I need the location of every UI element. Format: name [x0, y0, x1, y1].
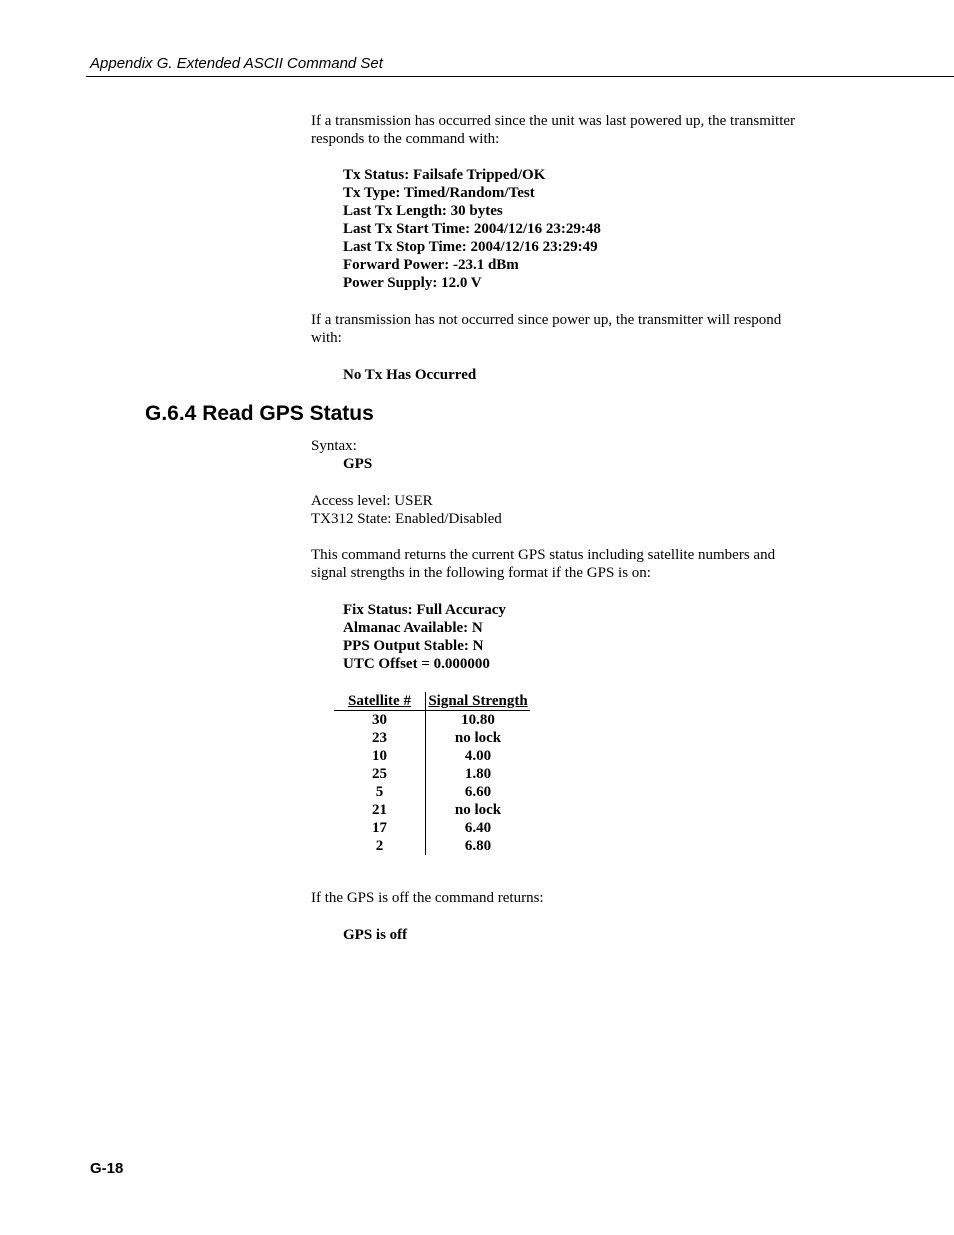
- gps-description: This command returns the current GPS status including satellite numbers and signal strengths in the following format if the GPS is on:: [311, 547, 776, 581]
- satellite-cell: 2: [334, 837, 426, 855]
- tx-state: TX312 State: Enabled/Disabled: [311, 511, 502, 527]
- satellite-cell: 5: [334, 783, 426, 801]
- no-tx-response: No Tx Has Occurred: [343, 367, 477, 383]
- status-line: UTC Offset = 0.000000: [343, 656, 490, 672]
- signal-cell: 10.80: [461, 712, 495, 728]
- signal-cell: 6.80: [464, 838, 492, 854]
- gps-status-block: [343, 601, 506, 673]
- tx-response-block: [343, 166, 601, 292]
- table-row: [334, 783, 530, 801]
- gps-off-paragraph: If the GPS is off the command returns:: [311, 890, 544, 906]
- intro-paragraph: If a transmission has occurred since the unit was last powered up, the transmitter responds to the command with:: [311, 113, 796, 147]
- header-rule: [86, 76, 954, 77]
- page-number: G-18: [90, 1160, 124, 1177]
- column-header-signal: Signal Strength: [428, 693, 528, 709]
- signal-cell: 6.40: [464, 820, 492, 836]
- table-header-row: [334, 692, 530, 711]
- response-line: Tx Type: Timed/Random/Test: [343, 185, 535, 201]
- column-header-satellite: Satellite #: [334, 692, 426, 711]
- satellite-cell: 23: [334, 729, 426, 747]
- satellite-cell: 30: [334, 711, 426, 730]
- table-row: [334, 765, 530, 783]
- status-line: Almanac Available: N: [343, 620, 483, 636]
- response-line: Forward Power: -23.1 dBm: [343, 257, 519, 273]
- signal-cell: 4.00: [464, 748, 492, 764]
- access-level: Access level: USER: [311, 493, 433, 509]
- syntax-command: GPS: [343, 456, 373, 472]
- satellite-cell: 25: [334, 765, 426, 783]
- satellite-cell: 17: [334, 819, 426, 837]
- satellite-table: [334, 692, 530, 855]
- response-line: Last Tx Start Time: 2004/12/16 23:29:48: [343, 221, 601, 237]
- running-header: Appendix G. Extended ASCII Command Set: [90, 55, 383, 72]
- response-line: Power Supply: 12.0 V: [343, 275, 482, 291]
- response-line: Last Tx Length: 30 bytes: [343, 203, 503, 219]
- table-row: [334, 819, 530, 837]
- table-row: [334, 837, 530, 855]
- response-line: Tx Status: Failsafe Tripped/OK: [343, 167, 546, 183]
- table-row: [334, 801, 530, 819]
- response-line: Last Tx Stop Time: 2004/12/16 23:29:49: [343, 239, 598, 255]
- signal-cell: 6.60: [464, 784, 492, 800]
- table-row: [334, 729, 530, 747]
- satellite-cell: 10: [334, 747, 426, 765]
- gps-off-response: GPS is off: [343, 927, 408, 943]
- table-row: [334, 711, 530, 730]
- signal-cell: no lock: [454, 730, 502, 746]
- status-line: PPS Output Stable: N: [343, 638, 484, 654]
- syntax-label: Syntax:: [311, 438, 357, 454]
- table-row: [334, 747, 530, 765]
- satellite-cell: 21: [334, 801, 426, 819]
- signal-cell: no lock: [454, 802, 502, 818]
- section-heading: G.6.4 Read GPS Status: [145, 402, 374, 425]
- status-line: Fix Status: Full Accuracy: [343, 602, 506, 618]
- no-tx-paragraph: If a transmission has not occurred since power up, the transmitter will respond with:: [311, 312, 782, 346]
- signal-cell: 1.80: [464, 766, 492, 782]
